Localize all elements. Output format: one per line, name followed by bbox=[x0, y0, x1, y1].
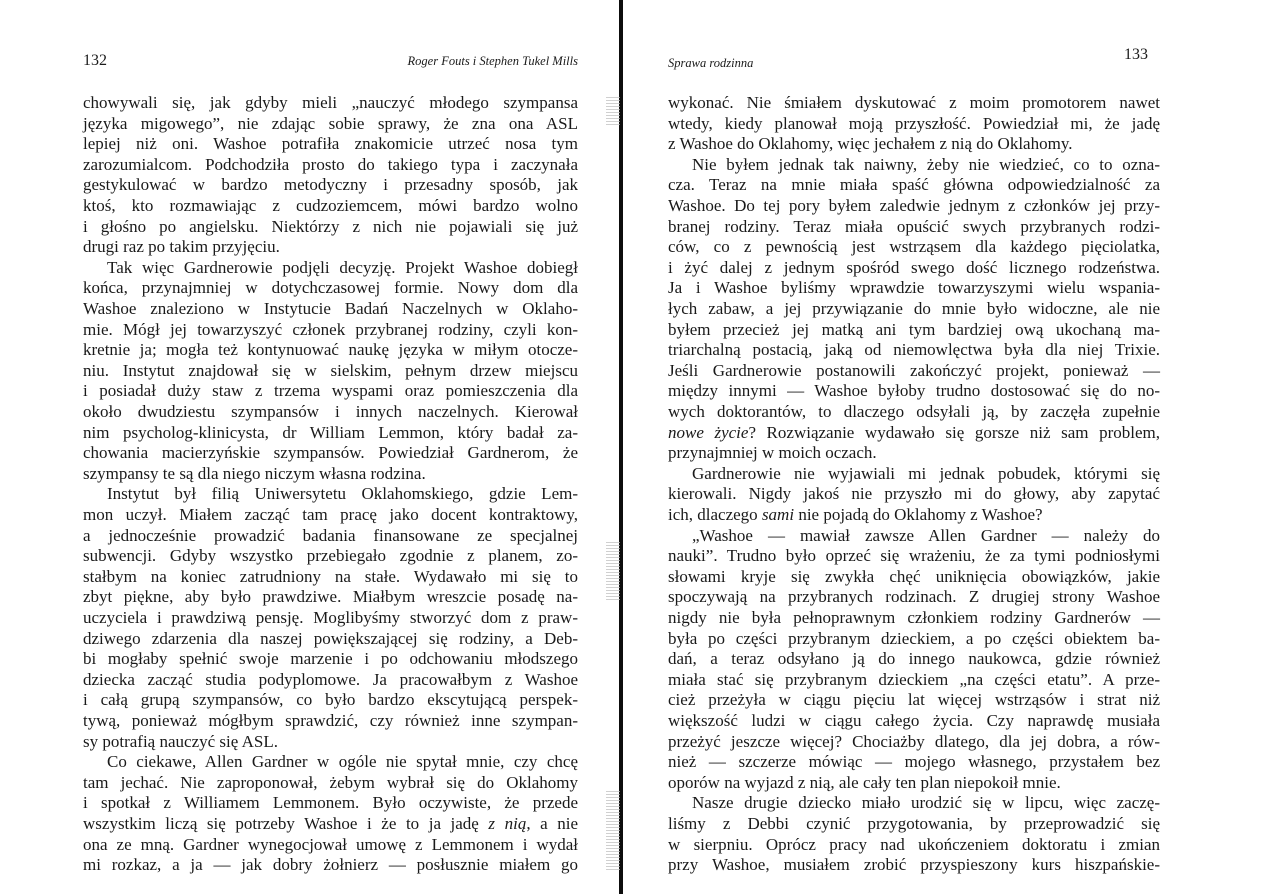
text-line: nauki”. Trudno było oprzeć się wrażeniu, że za tymi podniosłymi bbox=[668, 546, 1160, 566]
text-line: ich, dlaczego sami nie pojadą do Oklahomy z Washoe? bbox=[668, 505, 1043, 524]
text-line: Instytut był filią Uniwersytetu Oklahomskiego, gdzie Lem- bbox=[107, 484, 578, 504]
emphasis: nowe życie bbox=[668, 422, 749, 442]
running-head: Roger Fouts i Stephen Tukel Mills bbox=[407, 54, 578, 68]
text-line: i głośno po angielsku. Niektórzy z nich nie pojawiali się już bbox=[83, 216, 578, 236]
book-spine bbox=[619, 0, 623, 894]
text-line: sy potrafią nauczyć się ASL. bbox=[83, 731, 278, 751]
text-line: nim psycholog-klinicysta, dr William Lemmon, który badał za- bbox=[83, 422, 578, 442]
text-line: przy Washoe, musiałem zrobić przyspieszony kurs hiszpańskie- bbox=[668, 855, 1160, 875]
scan-noise bbox=[606, 540, 620, 600]
text-line: i posiadał duży staw z trzema wyspami oraz pomieszczenia dla bbox=[83, 381, 578, 401]
text-line: byłem przecież jej matką ani tym bardziej ową ukochaną ma- bbox=[668, 319, 1160, 339]
text-line: języka migowego”, nie zdając sobie sprawy, że zna ona ASL bbox=[83, 113, 578, 133]
text-line: cież przeżyła w ciągu pięciu lat więcej wstrząsów i strat niż bbox=[668, 690, 1160, 710]
text-line: bi mogłaby spełnić swoje marzenie i po odchowaniu młodszego bbox=[83, 649, 578, 669]
text-line: miała stać się przybranym dzieckiem „na części etatu”. A prze- bbox=[668, 669, 1160, 689]
text-line: nież — szczerze mówiąc — mojego własnego, przystałem bez bbox=[668, 752, 1160, 772]
text-line: uczyciela i prawdziwą pensję. Moglibyśmy stworzyć dom z praw- bbox=[83, 608, 578, 627]
text-line: zarozumialcom. Podchodziła prosto do takiego typa i zaczynała bbox=[83, 154, 578, 174]
text-line: większość ludzi w ciągu całego życia. Czy naprawdę musiała bbox=[668, 711, 1160, 730]
text-line: mon uczył. Miałem zacząć tam pracę jako docent kontraktowy, bbox=[83, 505, 578, 524]
text-line: w sierpniu. Oprócz pracy nad ukończeniem doktoratu i zmian bbox=[668, 834, 1160, 854]
text-line: cza. Teraz na mnie miała spaść główna odpowiedzialność za bbox=[668, 175, 1160, 195]
text-line: chowania macierzyńskie szympansów. Powiedział Gardnerom, że bbox=[83, 443, 578, 463]
text-line: kierowali. Nigdy jakoś nie przyszło mi do głowy, aby zapytać bbox=[668, 484, 1160, 504]
text-line: spoczywają na przybranych rodzinach. Z drugiej strony Washoe bbox=[668, 587, 1160, 607]
text-line: Gardnerowie nie wyjawiali mi jednak pobudek, którymi się bbox=[692, 463, 1160, 483]
text-line: „Washoe — mawiał zawsze Allen Gardner — należy do bbox=[692, 525, 1160, 545]
page-number: 133 bbox=[1124, 46, 1148, 63]
text-line: Nie byłem jednak tak naiwny, żeby nie wiedzieć, co to ozna- bbox=[692, 154, 1160, 174]
text-line: mi rozkaz, a ja — jak dobry żołnierz — posłusznie miałem go bbox=[83, 855, 578, 875]
text-line: Tak więc Gardnerowie podjęli decyzję. Projekt Washoe dobiegł bbox=[107, 257, 578, 277]
text-line: chowywali się, jak gdyby mieli „nauczyć młodego szympansa bbox=[83, 93, 578, 112]
text-line: branej rodziny. Teraz miała opuścić swych przybranych rodzi- bbox=[668, 216, 1160, 236]
text-line: wych doktorantów, to dlaczego odsyłali ją, by zaczęła zupełnie bbox=[668, 402, 1160, 421]
text-line: słowami kryje się zwykła chęć uniknięcia obowiązków, jakie bbox=[668, 566, 1160, 586]
text-line: Jeśli Gardnerowie postanowili zakończyć projekt, ponieważ — bbox=[668, 360, 1160, 380]
text-line: i spotkał z Williamem Lemmonem. Było oczywiste, że przede bbox=[83, 793, 578, 813]
text-line: wszystkim liczą się potrzeby Washoe i że to ja jadę z nią, a nie bbox=[83, 814, 579, 833]
text-line: i całą grupą szympansów, co było bardzo ekscytującą perspek- bbox=[83, 690, 578, 710]
text-line: nigdy nie była pełnoprawnym członkiem rodziny Gardnerów — bbox=[668, 608, 1160, 627]
text-line: dań, a teraz odsyłano ją do innego naukowca, gdzie również bbox=[668, 649, 1160, 669]
emphasis: sami bbox=[761, 505, 795, 524]
left-page bbox=[0, 0, 620, 894]
text-line: i żyć dalej z jednym spośród swego dość licznego rodzeństwa. bbox=[668, 257, 1160, 277]
text-line: około dwudziestu szympansów i innych naczelnych. Kierował bbox=[83, 402, 578, 421]
text-line: subwencji. Gdyby wszystko przebiegało zgodnie z planem, zo- bbox=[83, 546, 578, 566]
text-line: dziecka zacząć studia podyplomowe. Ja pracowałbym z Washoe bbox=[83, 669, 578, 689]
text-line: przynajmniej w moich oczach. bbox=[668, 443, 877, 463]
running-head: Sprawa rodzinna bbox=[668, 56, 754, 70]
text-line: końca, przynajmniej w dotychczasowej formie. Nowy dom dla bbox=[83, 278, 578, 298]
text-line: tam jechać. Nie zaproponował, żebym wybrał się do Oklahomy bbox=[83, 772, 578, 792]
text-line: z Washoe do Oklahomy, więc jechałem z nią do Oklahomy. bbox=[668, 134, 1073, 154]
text-line: stałbym na koniec zatrudniony na stałe. Wydawało mi się to bbox=[83, 566, 578, 586]
text-line: Nasze drugie dziecko miało urodzić się w lipcu, więc zaczę- bbox=[692, 793, 1160, 813]
scan-noise bbox=[606, 790, 620, 870]
scan-noise bbox=[606, 95, 620, 125]
text-line: a jednocześnie prowadzić badania finansowane ze specjalnej bbox=[83, 525, 578, 545]
text-line: triarchalną postacią, jaką od niemowlęctwa była dla niej Trixie. bbox=[668, 340, 1160, 360]
text-line: Washoe znaleziono w Instytucie Badań Naczelnych w Oklaho- bbox=[83, 299, 578, 318]
text-line: drugi raz po takim przyjęciu. bbox=[83, 237, 280, 257]
text-line: gestykulować w bardzo metodyczny i przesadny sposób, jak bbox=[83, 175, 578, 195]
text-line: ona ze mną. Gardner wynegocjował umowę z Lemmonem i wydał bbox=[83, 834, 578, 854]
text-line: mie. Mógł jej towarzyszyć członek przybranej rodziny, czyli kon- bbox=[83, 319, 578, 339]
text-line: wtedy, kiedy planował moją przyszłość. Powiedział mi, że jadę bbox=[668, 113, 1160, 133]
text-line: zbyt piękne, aby było prawdziwe. Miałbym wreszcie posadę na- bbox=[83, 587, 578, 607]
page-number: 132 bbox=[83, 52, 107, 69]
text-line: wykonać. Nie śmiałem dyskutować z moim promotorem nawet bbox=[668, 93, 1160, 112]
text-line: kretnie ja; mogła też kontynuować naukę języka w miłym otocze- bbox=[83, 340, 578, 360]
right-page bbox=[624, 0, 1262, 894]
emphasis: z nią bbox=[488, 814, 527, 833]
text-line: niu. Instytut znajdował się w sielskim, pełnym drzew miejscu bbox=[83, 360, 578, 380]
text-line: oporów na wyjazd z nią, ale cały ten plan niepokoił mnie. bbox=[668, 772, 1061, 792]
text-line: liśmy z Debbi czynić przygotowania, by przeprowadzić się bbox=[668, 814, 1160, 833]
text-line: lepiej niż oni. Washoe potrafiła znakomicie utrzeć nosa tym bbox=[83, 134, 578, 154]
text-line: między innymi — Washoe byłoby trudno dostosować się do no- bbox=[668, 381, 1160, 401]
text-line: Co ciekawe, Allen Gardner w ogóle nie spytał mnie, czy chcę bbox=[107, 752, 578, 772]
text-line: tywą, ponieważ mógłbym sprawdzić, czy również inne szympan- bbox=[83, 711, 578, 730]
text-line: była po części przybranym dzieckiem, a po części obiektem ba- bbox=[668, 628, 1160, 648]
text-line: nowe życie? Rozwiązanie wydawało się gorsze niż sam problem, bbox=[668, 422, 1160, 442]
text-line: Washoe. Do tej pory byłem zaledwie jednym z członków jej przy- bbox=[668, 196, 1160, 215]
text-line: przeżyć jeszcze więcej? Chociażby dlatego, dla jej dobra, a rów- bbox=[668, 731, 1160, 751]
text-line: łych zabaw, a jej przywiązanie do mnie było widoczne, ale nie bbox=[668, 299, 1160, 318]
text-line: szympansy te są dla niego niczym własna rodzina. bbox=[83, 463, 426, 483]
text-line: dziwego zdarzenia dla naszej powiększającej się rodziny, a Deb- bbox=[83, 628, 578, 648]
text-line: Ja i Washoe byliśmy wprawdzie towarzyszymi wielu wspania- bbox=[668, 278, 1160, 298]
text-line: ktoś, kto rozmawiając z cudzoziemcem, mówi bardzo wolno bbox=[83, 196, 578, 215]
text-line: ców, co z pewnością jest wstrząsem dla każdego pięciolatka, bbox=[668, 237, 1160, 257]
